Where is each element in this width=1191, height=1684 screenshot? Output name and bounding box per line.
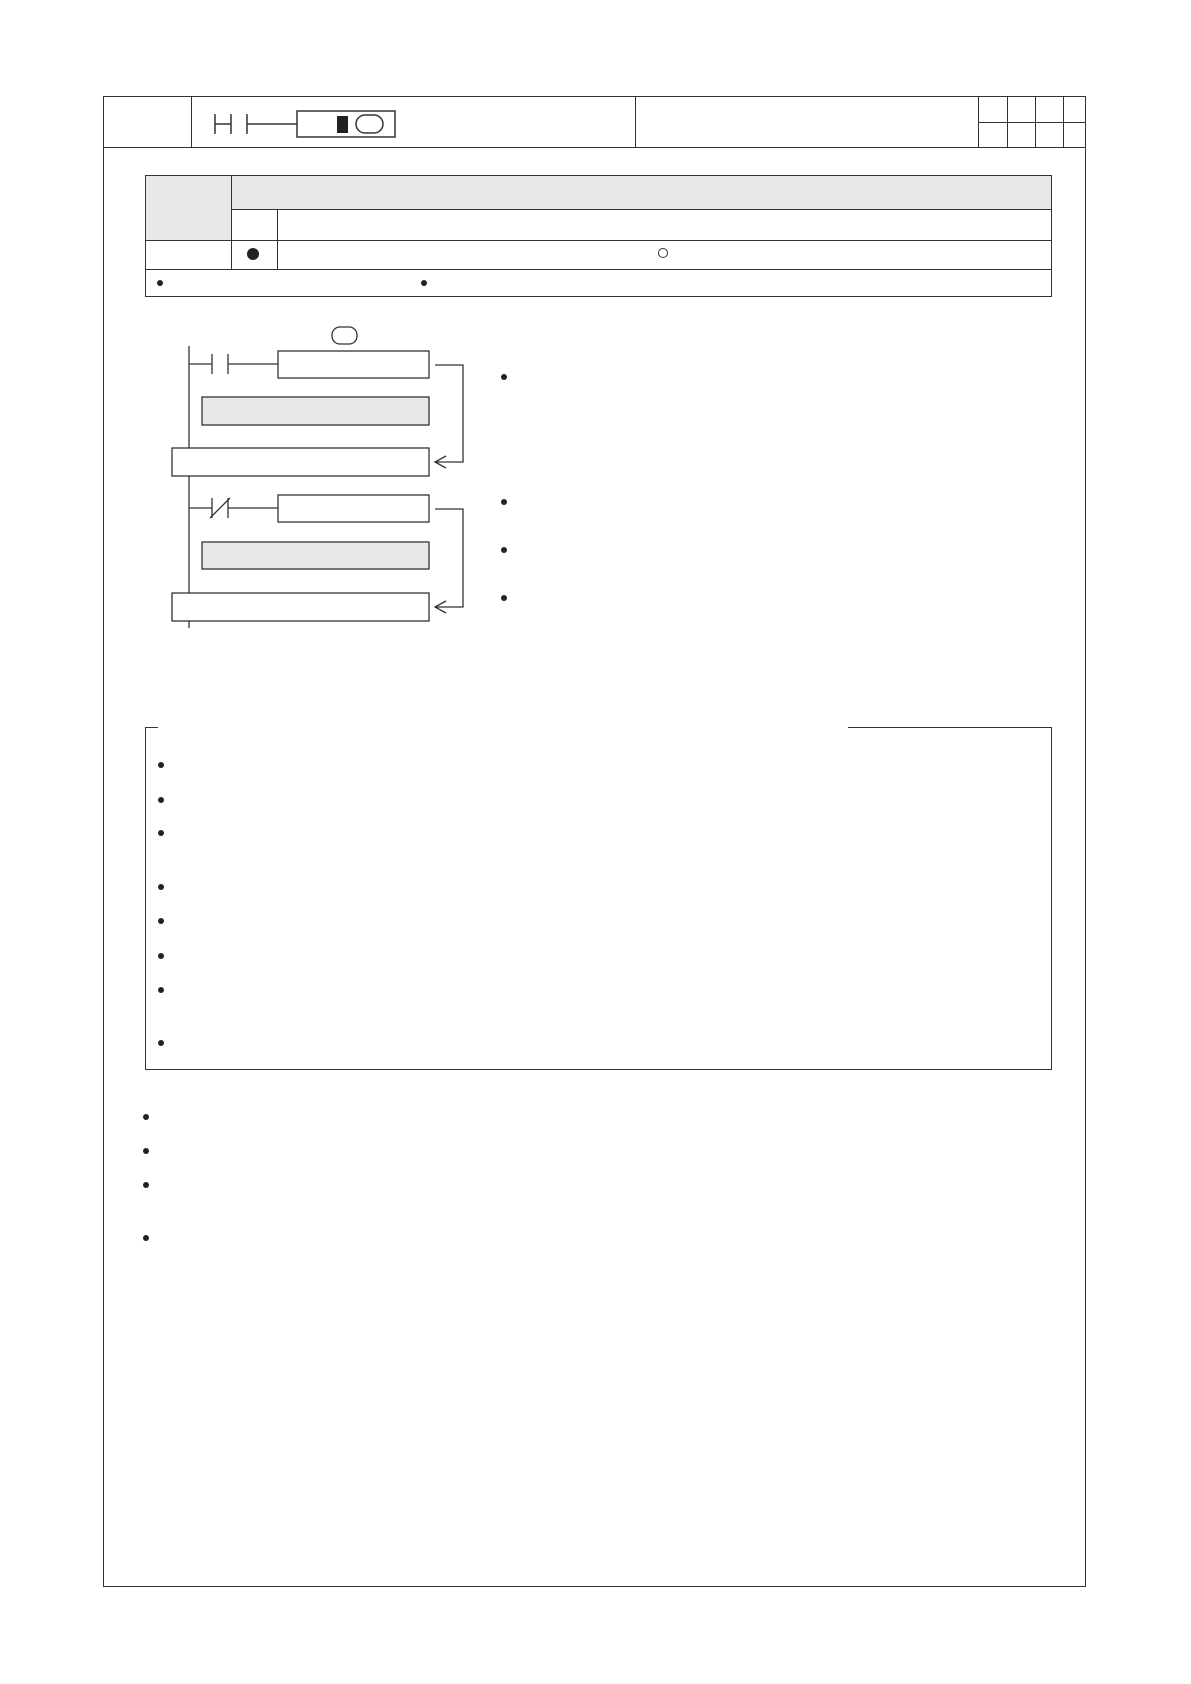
shaded-block <box>202 542 429 569</box>
normally-closed-contact-icon <box>189 498 278 518</box>
notes-box-title <box>158 719 848 735</box>
description-bullet <box>501 595 507 601</box>
note-bullet <box>158 918 164 924</box>
footer-bullet <box>143 1148 149 1154</box>
header-bar <box>103 96 1086 148</box>
instruction-box <box>278 351 429 378</box>
jump-line <box>435 365 463 462</box>
spec-note-bullet <box>157 280 163 286</box>
note-bullet <box>158 884 164 890</box>
header-cell-left <box>103 96 191 147</box>
target-box <box>172 448 429 476</box>
description-bullet <box>501 499 507 505</box>
note-bullet <box>158 987 164 993</box>
coil-oval-icon <box>332 327 357 344</box>
open-circle-icon <box>658 248 668 258</box>
note-bullet <box>158 953 164 959</box>
instruction-box <box>278 495 429 522</box>
footer-bullet <box>143 1114 149 1120</box>
note-bullet <box>158 762 164 768</box>
notes-box <box>145 727 1052 1070</box>
contact-coil-instruction-icon <box>209 104 509 140</box>
spec-table-corner <box>146 176 231 240</box>
note-bullet <box>158 830 164 836</box>
footer-bullet <box>143 1182 149 1188</box>
spec-table <box>145 175 1052 297</box>
note-bullet <box>158 797 164 803</box>
spec-table-header-cell <box>232 176 1051 209</box>
normally-open-contact-icon <box>189 354 278 374</box>
description-bullet <box>501 374 507 380</box>
jump-line <box>435 509 463 607</box>
ladder-diagram <box>165 318 485 630</box>
footer-bullet <box>143 1235 149 1241</box>
shaded-block <box>202 397 429 425</box>
filled-circle-icon <box>247 248 259 260</box>
spec-note-bullet <box>421 280 427 286</box>
target-box <box>172 593 429 621</box>
description-bullet <box>501 547 507 553</box>
header-cell-title <box>636 96 978 147</box>
note-bullet <box>158 1040 164 1046</box>
